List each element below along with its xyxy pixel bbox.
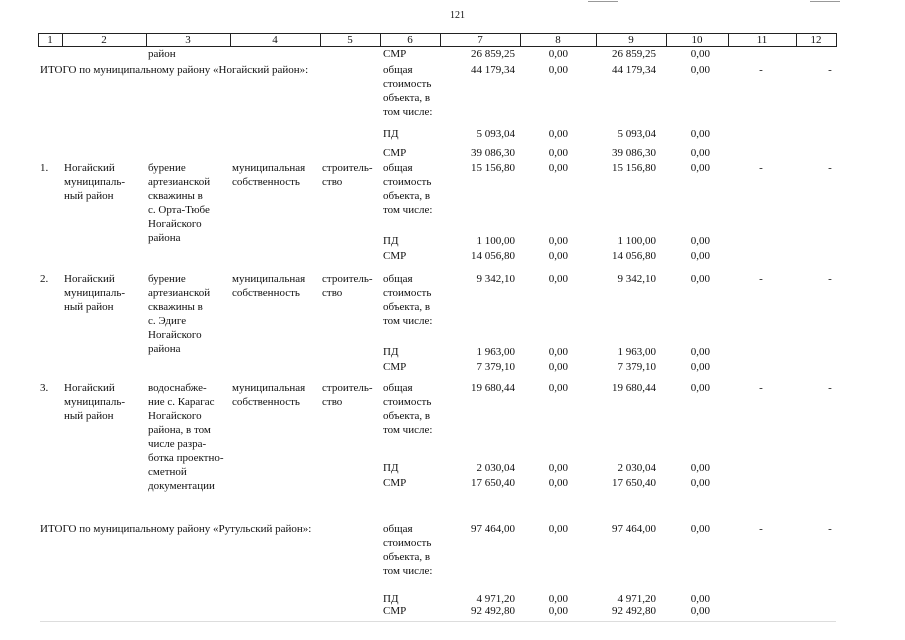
value-cell-10: 0,00 [690, 147, 710, 159]
value-cell-9: 9 342,10 [617, 273, 656, 285]
cost-type-cell: СМР [383, 605, 407, 617]
value-cell-11: - [759, 523, 763, 535]
value-cell-11: - [759, 64, 763, 76]
value-cell-9: 26 859,25 [612, 48, 656, 60]
value-cell-7: 4 971,20 [476, 593, 515, 605]
value-cell-8: 0,00 [548, 361, 568, 373]
scan-mark [40, 621, 836, 622]
value-cell-9: 15 156,80 [612, 162, 656, 174]
row-number: 1. [40, 162, 49, 174]
value-cell-10: 0,00 [690, 346, 710, 358]
object-name-cell: район [148, 48, 176, 60]
cost-type-cell: общая стоимость объекта, в том числе: [383, 273, 433, 327]
value-cell-10: 0,00 [690, 462, 710, 474]
column-header: 8 [555, 34, 561, 46]
object-name-cell: бурение артезианской скважины в с. Эдиге Ногайского района [148, 273, 211, 355]
value-cell-9: 1 100,00 [617, 235, 656, 247]
cost-type-cell: ПД [383, 346, 399, 358]
cost-type-cell: ПД [383, 128, 399, 140]
ownership-cell: муниципальная собственность [232, 273, 306, 299]
value-cell-7: 97 464,00 [471, 523, 515, 535]
value-cell-9: 14 056,80 [612, 250, 656, 262]
value-cell-7: 26 859,25 [471, 48, 515, 60]
scan-mark [810, 1, 840, 2]
value-cell-9: 44 179,34 [612, 64, 656, 76]
work-type-cell: строитель- ство [322, 162, 373, 188]
value-cell-8: 0,00 [548, 346, 568, 358]
value-cell-7: 44 179,34 [471, 64, 515, 76]
page-number: 121 [450, 10, 465, 21]
value-cell-10: 0,00 [690, 162, 710, 174]
column-header: 11 [756, 34, 768, 46]
work-type-cell: строитель- ство [322, 273, 373, 299]
work-type-cell: строитель- ство [322, 382, 373, 408]
value-cell-7: 17 650,40 [471, 477, 515, 489]
column-header: 1 [47, 34, 53, 46]
cost-type-cell: СМР [383, 477, 407, 489]
value-cell-7: 1 100,00 [476, 235, 515, 247]
value-cell-10: 0,00 [690, 477, 710, 489]
ownership-cell: муниципальная собственность [232, 162, 306, 188]
value-cell-7: 2 030,04 [476, 462, 515, 474]
value-cell-11: - [759, 162, 763, 174]
cost-type-cell: СМР [383, 250, 407, 262]
district-cell: Ногайский муниципаль- ный район [64, 273, 126, 313]
value-cell-8: 0,00 [548, 128, 568, 140]
district-cell: Ногайский муниципаль- ный район [64, 162, 126, 202]
column-header: 9 [628, 34, 634, 46]
value-cell-7: 39 086,30 [471, 147, 515, 159]
value-cell-10: 0,00 [690, 382, 710, 394]
value-cell-8: 0,00 [548, 477, 568, 489]
value-cell-12: - [828, 273, 832, 285]
value-cell-8: 0,00 [548, 250, 568, 262]
value-cell-12: - [828, 162, 832, 174]
value-cell-7: 1 963,00 [476, 346, 515, 358]
cost-type-cell: СМР [383, 48, 407, 60]
value-cell-10: 0,00 [690, 235, 710, 247]
column-header: 2 [101, 34, 107, 46]
value-cell-8: 0,00 [548, 64, 568, 76]
value-cell-10: 0,00 [690, 523, 710, 535]
column-header: 10 [691, 34, 703, 46]
value-cell-8: 0,00 [548, 162, 568, 174]
value-cell-9: 4 971,20 [617, 593, 656, 605]
value-cell-8: 0,00 [548, 48, 568, 60]
value-cell-10: 0,00 [690, 361, 710, 373]
value-cell-8: 0,00 [548, 235, 568, 247]
cost-type-cell: ПД [383, 462, 399, 474]
value-cell-8: 0,00 [548, 523, 568, 535]
district-cell: Ногайский муниципаль- ный район [64, 382, 126, 422]
value-cell-8: 0,00 [548, 382, 568, 394]
value-cell-8: 0,00 [548, 462, 568, 474]
total-label: ИТОГО по муниципальному району «Ногайский район»: [40, 64, 309, 76]
value-cell-7: 9 342,10 [476, 273, 515, 285]
value-cell-9: 97 464,00 [612, 523, 656, 535]
value-cell-8: 0,00 [548, 605, 568, 617]
value-cell-7: 92 492,80 [471, 605, 515, 617]
cost-type-cell: общая стоимость объекта, в том числе: [383, 162, 433, 216]
scan-mark [588, 1, 618, 2]
value-cell-10: 0,00 [690, 605, 710, 617]
value-cell-10: 0,00 [690, 593, 710, 605]
value-cell-10: 0,00 [690, 128, 710, 140]
column-header: 3 [185, 34, 191, 46]
cost-type-cell: СМР [383, 361, 407, 373]
value-cell-10: 0,00 [690, 48, 710, 60]
column-header: 12 [810, 34, 822, 46]
total-label: ИТОГО по муниципальному району «Рутульский район»: [40, 523, 312, 535]
value-cell-7: 7 379,10 [476, 361, 515, 373]
value-cell-8: 0,00 [548, 147, 568, 159]
value-cell-11: - [759, 273, 763, 285]
header-divider [836, 33, 837, 47]
value-cell-7: 14 056,80 [471, 250, 515, 262]
value-cell-9: 2 030,04 [617, 462, 656, 474]
row-number: 2. [40, 273, 49, 285]
cost-type-cell: СМР [383, 147, 407, 159]
value-cell-9: 5 093,04 [617, 128, 656, 140]
value-cell-11: - [759, 382, 763, 394]
object-name-cell: водоснабже- ние с. Карагас Ногайского района, в том числе разра- ботка проектно- сметной документации [148, 382, 224, 492]
column-header: 7 [477, 34, 483, 46]
value-cell-12: - [828, 382, 832, 394]
cost-type-cell: общая стоимость объекта, в том числе: [383, 523, 433, 577]
column-header: 6 [407, 34, 413, 46]
object-name-cell: бурение артезианской скважины в с. Орта-Тюбе Ногайского района [148, 162, 211, 244]
value-cell-9: 92 492,80 [612, 605, 656, 617]
value-cell-8: 0,00 [548, 273, 568, 285]
cost-type-cell: ПД [383, 593, 399, 605]
value-cell-10: 0,00 [690, 250, 710, 262]
value-cell-7: 5 093,04 [476, 128, 515, 140]
value-cell-7: 19 680,44 [471, 382, 515, 394]
cost-type-cell: общая стоимость объекта, в том числе: [383, 382, 433, 436]
ownership-cell: муниципальная собственность [232, 382, 306, 408]
value-cell-10: 0,00 [690, 64, 710, 76]
value-cell-10: 0,00 [690, 273, 710, 285]
value-cell-9: 17 650,40 [612, 477, 656, 489]
value-cell-12: - [828, 523, 832, 535]
value-cell-9: 7 379,10 [617, 361, 656, 373]
value-cell-7: 15 156,80 [471, 162, 515, 174]
value-cell-9: 39 086,30 [612, 147, 656, 159]
row-number: 3. [40, 382, 49, 394]
column-header: 4 [272, 34, 278, 46]
cost-type-cell: ПД [383, 235, 399, 247]
column-header: 5 [347, 34, 353, 46]
cost-type-cell: общая стоимость объекта, в том числе: [383, 64, 433, 118]
value-cell-9: 19 680,44 [612, 382, 656, 394]
value-cell-8: 0,00 [548, 593, 568, 605]
value-cell-12: - [828, 64, 832, 76]
value-cell-9: 1 963,00 [617, 346, 656, 358]
